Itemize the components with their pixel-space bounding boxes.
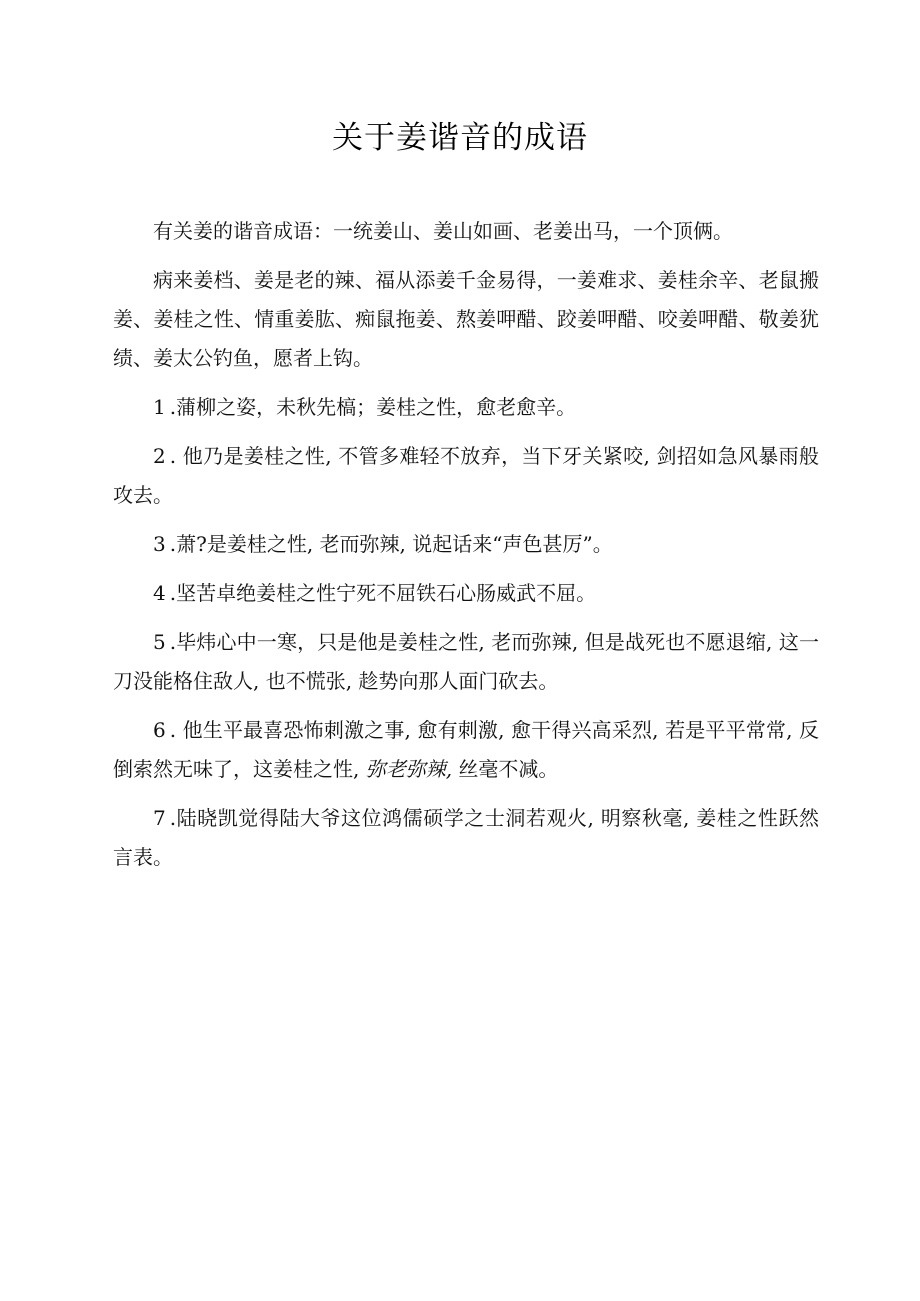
list-item (113, 623, 819, 711)
list-number: 2 (153, 444, 166, 468)
list-item-text-end: 丝毫不减。 (452, 757, 559, 781)
list-item (113, 437, 819, 525)
list-item-text: .坚苦卓绝姜桂之性宁死不屈铁石心肠威武不屈。 (169, 581, 597, 605)
list-item-text: .毕炜心中一寒，只是他是姜桂之性, 老而弥辣, 但是战死也不愿退缩, 这一刀没能格住敌人, 也不慌张, 趁势向那人面门砍去。 (113, 630, 819, 693)
list-number: 5 (153, 630, 166, 654)
paragraph (113, 261, 819, 388)
list-item (113, 574, 819, 623)
paragraph-text: 有关姜的谐音成语：一统姜山、姜山如画、老姜出马，一个顶俩。 (153, 219, 733, 243)
list-item (113, 799, 819, 887)
list-item (113, 388, 819, 437)
list-item-text: . 他乃是姜桂之性, 不管多难轻不放弃，当下牙关紧咬, 剑招如急风暴雨般攻去。 (113, 444, 819, 507)
list-item-text: .蒲柳之姿，未秋先槁；姜桂之性，愈老愈辛。 (169, 395, 577, 419)
list-item (113, 525, 819, 574)
list-item-text: .萧?是姜桂之性, 老而弥辣, 说起话来“声色甚厉”。 (169, 532, 613, 556)
list-number: 7 (153, 806, 166, 830)
paragraph-text: 病来姜档、姜是老的辣、福从添姜千金易得，一姜难求、姜桂余辛、老鼠搬姜、姜桂之性、情重姜肱、痴鼠拖姜、熬姜呷醋、跤姜呷醋、咬姜呷醋、敬姜犹绩、姜太公钓鱼，愿者上钩。 (113, 268, 819, 370)
list-number: 1 (153, 395, 166, 419)
list-item-text: .陆晓凯觉得陆大爷这位鸿儒硕学之士洞若观火, 明察秋毫, 姜桂之性跃然言表。 (113, 806, 819, 869)
list-item-text: . 他生平最喜恐怖刺激之事, 愈有刺激, 愈干得兴高采烈, 若是平平常常, 反倒索然无味了，这姜桂之性, (113, 718, 819, 781)
list-number: 3 (153, 532, 166, 556)
list-number: 6 (153, 718, 166, 742)
document-body (113, 212, 819, 887)
list-number: 4 (153, 581, 166, 605)
paragraph (113, 212, 819, 261)
list-item (113, 711, 819, 799)
list-item-italic-text: 弥老弥辣, (365, 757, 453, 781)
document-title: 关于姜谐音的成语 (332, 120, 588, 156)
